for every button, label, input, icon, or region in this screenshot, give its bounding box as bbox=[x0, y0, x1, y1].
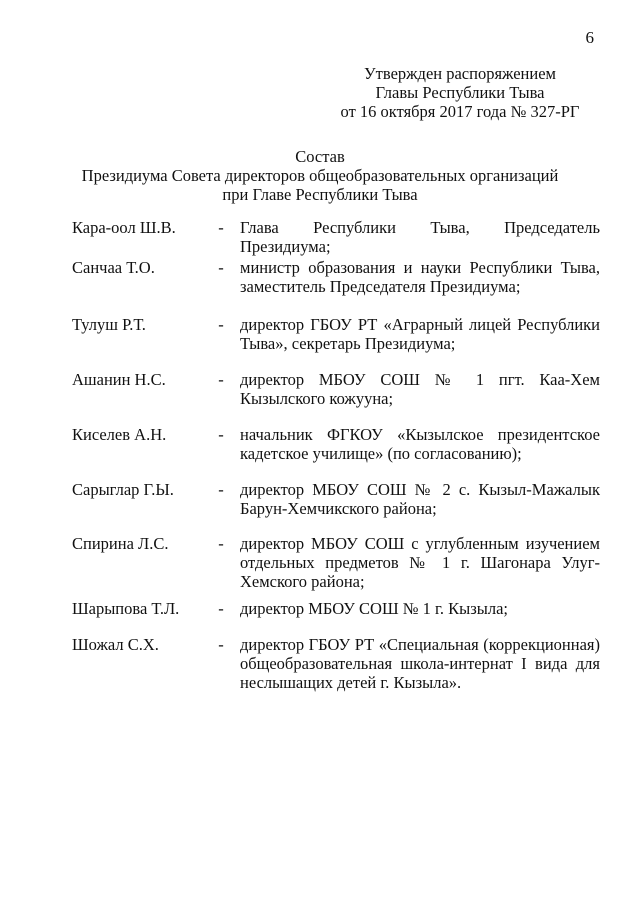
approval-line: от 16 октября 2017 года № 327-РГ bbox=[340, 102, 580, 121]
member-name: Шарыпова Т.Л. bbox=[72, 599, 180, 618]
approval-line: Главы Республики Тыва bbox=[375, 83, 545, 102]
member-role: директор МБОУ СОШ с углубленным изучением отдельных предметов № 1 г. Шагонара Улуг-Хемского района; bbox=[240, 534, 600, 591]
member-dash: - bbox=[218, 599, 224, 618]
member-role: Глава Республики Тыва, Председатель Президиума; bbox=[240, 218, 600, 256]
member-row bbox=[72, 480, 600, 534]
member-role: директор МБОУ СОШ № 1 пгт. Каа-Хем Кызылского кожууна; bbox=[240, 370, 600, 408]
member-row bbox=[72, 534, 600, 599]
title-line: Президиума Совета директоров общеобразовательных организаций bbox=[81, 166, 559, 185]
member-dash: - bbox=[218, 534, 224, 553]
member-role: директор ГБОУ РТ «Аграрный лицей Республики Тыва», секретарь Президиума; bbox=[240, 315, 600, 353]
member-name: Ашанин Н.С. bbox=[72, 370, 166, 389]
member-dash: - bbox=[218, 425, 224, 444]
member-role: директор ГБОУ РТ «Специальная (коррекционная) общеобразовательная школа-интернат I вида для неслышащих детей г. Кызыла». bbox=[240, 635, 600, 692]
member-dash: - bbox=[218, 480, 224, 499]
member-dash: - bbox=[218, 218, 224, 237]
member-name: Кара-оол Ш.В. bbox=[72, 218, 176, 237]
member-name: Тулуш Р.Т. bbox=[72, 315, 146, 334]
member-row bbox=[72, 315, 600, 370]
member-name: Спирина Л.С. bbox=[72, 534, 169, 553]
member-name: Киселев А.Н. bbox=[72, 425, 167, 444]
member-name: Шожал С.Х. bbox=[72, 635, 159, 654]
page-number: 6 bbox=[585, 28, 594, 47]
member-row bbox=[72, 599, 600, 635]
member-row bbox=[72, 218, 600, 258]
member-dash: - bbox=[218, 315, 224, 334]
member-role: директор МБОУ СОШ № 1 г. Кызыла; bbox=[240, 599, 508, 618]
approval-line: Утвержден распоряжением bbox=[364, 64, 556, 83]
member-dash: - bbox=[218, 258, 224, 277]
member-name: Санчаа Т.О. bbox=[72, 258, 155, 277]
approval-stamp bbox=[330, 64, 590, 121]
member-role: начальник ФГКОУ «Кызылское президентское кадетское училище» (по согласованию); bbox=[240, 425, 600, 463]
title-line: Состав bbox=[295, 147, 345, 166]
member-row bbox=[72, 425, 600, 480]
document-title bbox=[70, 147, 570, 204]
member-role: директор МБОУ СОШ № 2 с. Кызыл-Мажалык Барун-Хемчикского района; bbox=[240, 480, 600, 518]
member-row bbox=[72, 258, 600, 315]
member-row bbox=[72, 370, 600, 425]
member-dash: - bbox=[218, 370, 224, 389]
member-name: Сарыглар Г.Ы. bbox=[72, 480, 174, 499]
title-line: при Главе Республики Тыва bbox=[222, 185, 418, 204]
member-dash: - bbox=[218, 635, 224, 654]
members-list bbox=[72, 218, 600, 695]
member-row bbox=[72, 635, 600, 695]
member-role: министр образования и науки Республики Тыва, заместитель Председателя Президиума; bbox=[240, 258, 600, 296]
